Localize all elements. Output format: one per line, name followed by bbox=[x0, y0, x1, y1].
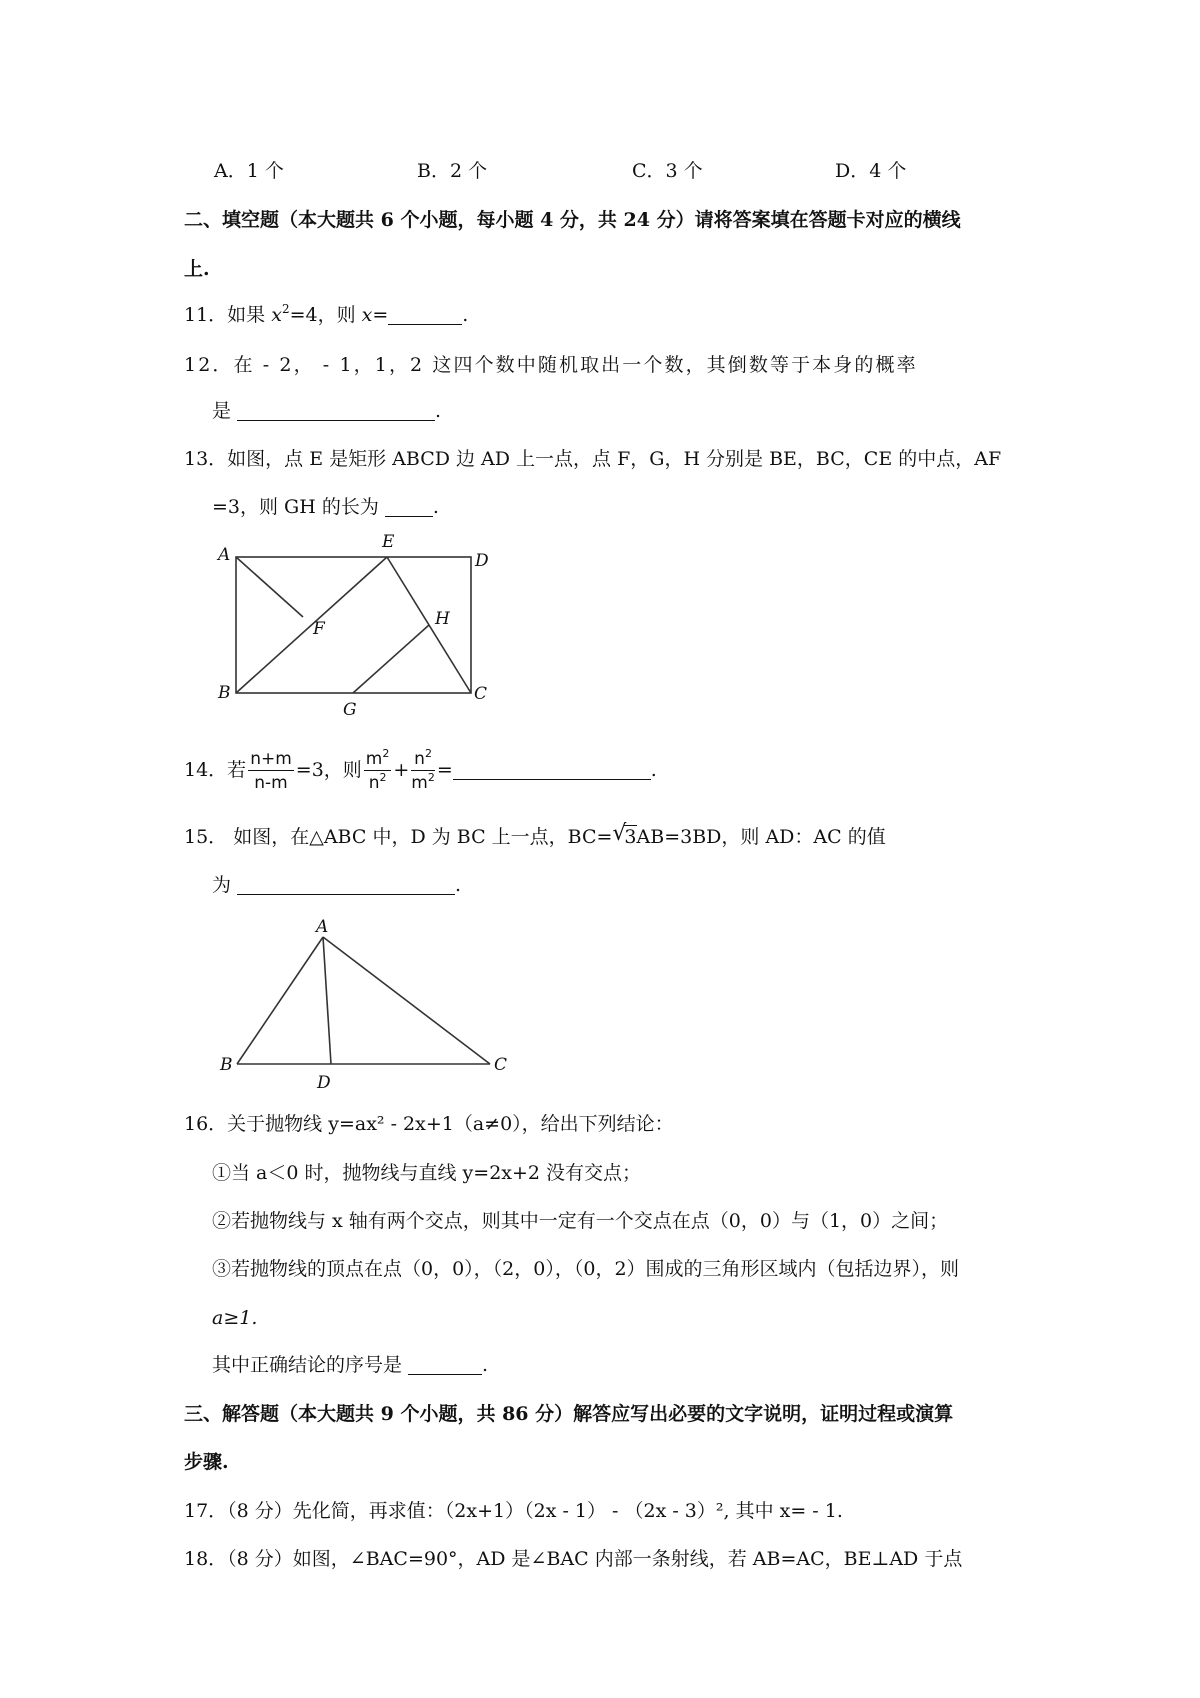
question-16-answer: 其中正确结论的序号是 . bbox=[212, 1354, 489, 1376]
section3-title: 三、解答题（本大题共 9 个小题，共 86 分）解答应写出必要的文字说明，证明过程或演算 bbox=[184, 1403, 954, 1425]
question-16-item-3-cont: a≥1. bbox=[212, 1307, 258, 1329]
question-15-cont: 为 . bbox=[212, 874, 462, 896]
label-F: F bbox=[313, 619, 325, 639]
question-17: 17．（8 分）先化简，再求值：（2x+1）（2x ‑ 1） ‑ （2x ‑ 3）², 其中 x= ‑ 1. bbox=[184, 1500, 843, 1522]
label-G: G bbox=[343, 700, 357, 720]
figure-triangle-abc bbox=[0, 915, 1200, 1093]
section2-title-cont: 上. bbox=[184, 258, 210, 280]
question-14: 14．若 $\frac{n+m}{n-m}$ =3，则 $\frac{m^2}{n^2}$ + $\frac{n^2}{m^2}$ = . bbox=[184, 746, 657, 793]
label-B: B bbox=[218, 683, 231, 703]
fraction-n2-over-m2: $\frac{n^2}{m^2}$ bbox=[411, 746, 435, 793]
fraction-n-plus-m-over-n-minus-m: $\frac{n+m}{n-m}$ bbox=[250, 748, 292, 793]
question-16: 16．关于抛物线 y=ax² ‑ 2x+1（a≠0），给出下列结论： bbox=[184, 1113, 674, 1135]
label-D: D bbox=[317, 1073, 331, 1093]
label-A: A bbox=[218, 545, 231, 565]
option-c: C．3 个 bbox=[632, 160, 703, 182]
answer-blank-14 bbox=[453, 761, 651, 780]
question-16-item-2: ②若抛物线与 x 轴有两个交点，则其中一定有一个交点在点（0，0）与（1，0）之间； bbox=[212, 1210, 949, 1232]
question-15: 15． 如图，在△ABC 中，D 为 BC 上一点，BC= √ 3AB=3BD，则 AD：AC 的值 bbox=[184, 821, 886, 848]
fraction-m2-over-n2: $\frac{m^2}{n^2}$ bbox=[365, 746, 390, 793]
label-D: D bbox=[475, 551, 489, 571]
answer-blank-16 bbox=[408, 1356, 482, 1375]
question-13: 13．如图，点 E 是矩形 ABCD 边 AD 上一点，点 F，G，H 分别是 BE，BC，CE 的中点，AF bbox=[184, 448, 1002, 470]
section3-title-cont: 步骤. bbox=[184, 1451, 229, 1473]
label-B: B bbox=[220, 1055, 233, 1075]
question-18: 18．（8 分）如图，∠BAC=90°，AD 是∠BAC 内部一条射线，若 AB=AC，BE⊥AD 于点 bbox=[184, 1548, 963, 1570]
label-C: C bbox=[494, 1055, 508, 1075]
question-16-item-3: ③若抛物线的顶点在点（0，0），（2，0），（0，2）围成的三角形区域内（包括边界），则 bbox=[212, 1258, 960, 1280]
answer-blank-11 bbox=[388, 306, 462, 325]
figure-rectangle-abcd bbox=[0, 532, 1200, 740]
question-13-cont: =3，则 GH 的长为 . bbox=[212, 496, 439, 518]
label-C: C bbox=[474, 684, 488, 704]
question-16-item-1: ①当 a＜0 时，抛物线与直线 y=2x+2 没有交点； bbox=[212, 1162, 642, 1184]
question-12-cont: 是 . bbox=[212, 400, 442, 422]
label-H: H bbox=[435, 609, 450, 629]
label-A: A bbox=[316, 917, 329, 937]
square-root-3: √ 3 bbox=[612, 821, 637, 848]
option-d: D．4 个 bbox=[835, 160, 907, 182]
option-b: B．2 个 bbox=[417, 160, 488, 182]
answer-blank-13 bbox=[385, 498, 433, 517]
section2-title: 二、填空题（本大题共 6 个小题，每小题 4 分，共 24 分）请将答案填在答题卡对应的横线 bbox=[184, 209, 961, 231]
question-12: 12．在 ‑ 2， ‑ 1，1，2 这四个数中随机取出一个数，其倒数等于本身的概率 bbox=[184, 354, 918, 376]
question-11: 11．如果 $x^2=4$，则 x= . bbox=[184, 302, 469, 326]
answer-blank-12 bbox=[237, 402, 435, 421]
answer-blank-15 bbox=[237, 876, 455, 895]
option-a: A．1 个 bbox=[214, 160, 284, 182]
label-E: E bbox=[382, 532, 395, 552]
